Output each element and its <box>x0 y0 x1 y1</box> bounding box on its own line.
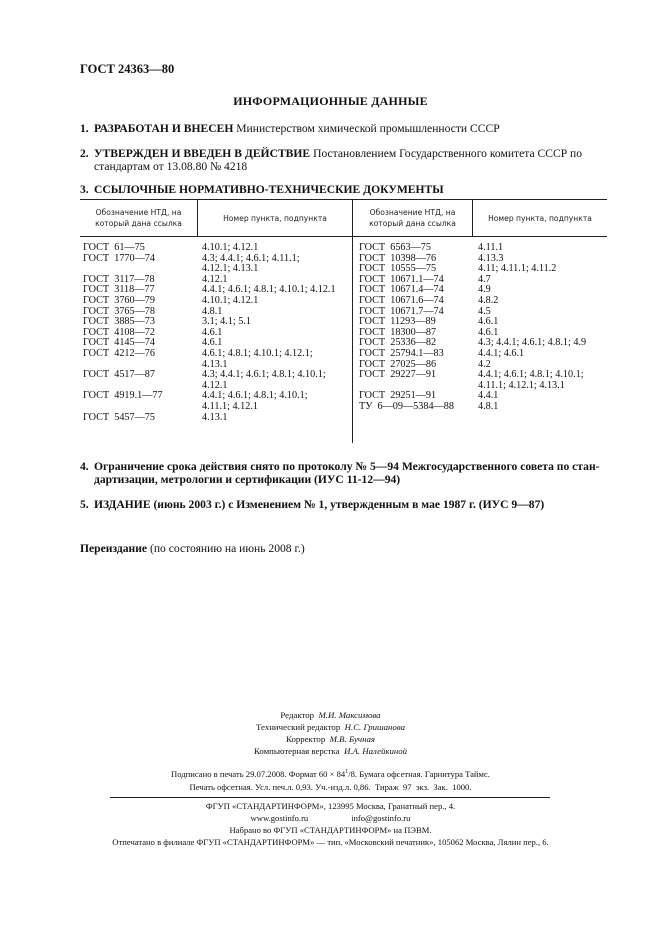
table-cell-item: 4.6.1 <box>202 337 223 349</box>
table-cell-doc: ГОСТ 10671.7—74 <box>359 305 444 317</box>
table-cell-item: 4.13.1 <box>202 411 228 423</box>
section-text-continued: стандартам от 13.08.80 № 4218 <box>94 160 248 173</box>
credit-editor: Редактор М.И. Максимова <box>280 710 381 720</box>
section-1 <box>80 122 625 135</box>
info-title: ИНФОРМАЦИОННЫЕ ДАННЫЕ <box>233 94 428 108</box>
table-cell-item: 4.7 <box>478 273 491 285</box>
table-cell-doc: ГОСТ 27025—86 <box>359 358 437 370</box>
table-cell-item: 4.3; 4.4.1; 4.6.1; 4.8.1; 4.10.1; <box>202 369 326 381</box>
imprint-contacts <box>0 813 661 823</box>
reference-table <box>80 199 607 443</box>
section-5 <box>80 498 625 511</box>
table-cell-doc: ТУ 6—09—5384—88 <box>359 401 454 412</box>
table-cell-doc: ГОСТ 25794.1—83 <box>359 348 444 359</box>
table-cell-item: 4.4.1; 4.6.1; 4.8.1; 4.10.1; <box>478 369 584 381</box>
table-cell-doc: ГОСТ 29227—91 <box>359 369 437 381</box>
header-item-left: Номер пункта, подпункта <box>223 214 327 223</box>
table-cell-doc: ГОСТ 4145—74 <box>83 337 155 349</box>
table-cell-item: 4.13.3 <box>478 252 504 264</box>
table-cell-item: 4.8.2 <box>478 295 499 306</box>
reissue-text: (по состоянию на июнь 2008 г.) <box>149 542 305 555</box>
section-3 <box>80 183 625 196</box>
table-cell-doc: ГОСТ 3765—78 <box>83 305 155 317</box>
table-cell-doc: ГОСТ 29251—91 <box>359 390 437 402</box>
table-cell-item: 3.1; 4.1; 5.1 <box>202 316 251 328</box>
table-cell-item: 4.4.1; 4.6.1; 4.8.1; 4.10.1; 4.12.1 <box>202 284 336 296</box>
table-header-rule <box>80 236 607 237</box>
table-cell-doc: ГОСТ 4919.1—77 <box>83 390 163 402</box>
table-cell-doc: ГОСТ 18300—87 <box>359 326 437 338</box>
section-text: Постановлением Государственного комитета СССР по <box>313 147 583 160</box>
table-cell-item: 4.10.1; 4.12.1 <box>202 295 259 306</box>
section-number: 2. <box>80 147 89 160</box>
section-text: ИЗДАНИЕ (июнь 2003 г.) с Изменением № 1, утвержденным в мае 1987 г. (ИУС 9—87) <box>94 498 545 511</box>
table-cell-item: 4.11.1; 4.12.1; 4.13.1 <box>478 379 565 391</box>
reissue-label: Переиздание <box>80 542 148 555</box>
section-number: 3. <box>80 183 89 196</box>
table-cell-doc: ГОСТ 4517—87 <box>83 369 155 381</box>
table-cell-item: 4.6.1; 4.8.1; 4.10.1; 4.12.1; <box>202 348 313 359</box>
table-cell-item: 4.12.1 <box>202 379 228 391</box>
table-cell-item: 4.2 <box>478 358 491 370</box>
website-link[interactable]: www.gostinfo.ru <box>250 813 309 823</box>
section-number: 5. <box>80 498 89 511</box>
table-cell-item: 4.8.1 <box>202 305 223 317</box>
imprint-publisher: ФГУП «СТАНДАРТИНФОРМ», 123995 Москва, Гранатный пер., 4. <box>205 801 456 811</box>
table-cell-item: 4.12.1; 4.13.1 <box>202 263 259 275</box>
header-item-right: Номер пункта, подпункта <box>488 214 592 223</box>
table-cell-item: 4.13.1 <box>202 358 228 370</box>
section-heading: ССЫЛОЧНЫЕ НОРМАТИВНО-ТЕХНИЧЕСКИЕ ДОКУМЕНТЫ <box>94 183 444 196</box>
reissue-note <box>80 542 305 555</box>
section-number: 4. <box>80 460 89 473</box>
table-cell-doc: ГОСТ 3885—73 <box>83 316 155 328</box>
table-cell-item: 4.12.1 <box>202 273 228 285</box>
table-cell-item: 4.6.1 <box>202 326 223 338</box>
table-cell-doc: ГОСТ 61—75 <box>83 242 145 253</box>
table-cell-doc: ГОСТ 1770—74 <box>83 252 155 264</box>
print-info-line1: Подписано в печать 29.07.2008. Формат $60 \times 84^1/8$. Бумага офсетная. Гарнитура Таймс. <box>171 769 490 779</box>
section-text: Ограничение срока действия снято по протоколу № 5—94 Межгосударственного совета по стан- <box>94 460 600 473</box>
header-doc-right: Обозначение НТД, на который дана ссылка <box>369 208 456 228</box>
section-4 <box>80 460 625 486</box>
table-cell-doc: ГОСТ 11293—89 <box>359 316 436 328</box>
document-code: ГОСТ 24363—80 <box>80 62 175 76</box>
section-heading: УТВЕРЖДЕН И ВВЕДЕН В ДЕЙСТВИЕ <box>94 147 311 160</box>
table-cell-item: 4.11.1 <box>478 242 504 253</box>
section-text: Министерством химической промышленности СССР <box>236 122 500 135</box>
table-cell-doc: ГОСТ 25336—82 <box>359 337 437 349</box>
table-cell-item: 4.6.1 <box>478 326 499 338</box>
table-cell-doc: ГОСТ 6563—75 <box>359 242 431 253</box>
table-cell-doc: ГОСТ 3117—78 <box>83 273 155 285</box>
table-cell-item: 4.3; 4.4.1; 4.6.1; 4.8.1; 4.9 <box>478 337 587 349</box>
section-text-continued: дартизации, метрологии и сертификации (ИУС 11-12—94) <box>94 473 401 486</box>
section-heading: РАЗРАБОТАН И ВНЕСЕН <box>94 122 234 135</box>
table-cell-doc: ГОСТ 10398—76 <box>359 252 437 264</box>
credit-layout: Компьютерная верстка И.А. Налейкиной <box>253 746 408 756</box>
table-cell-item: 4.3; 4.4.1; 4.6.1; 4.11.1; <box>202 252 300 264</box>
table-cell-doc: ГОСТ 10671.6—74 <box>359 295 444 306</box>
table-cell-item: 4.4.1; 4.6.1; 4.8.1; 4.10.1; <box>202 390 308 402</box>
table-cell-doc: ГОСТ 10555—75 <box>359 263 437 275</box>
email-link[interactable]: info@gostinfo.ru <box>351 813 411 823</box>
imprint-printed: Отпечатано в филиале ФГУП «СТАНДАРТИНФОРМ» — тип. «Московский печатник», 105062 Москва, Лялин пер., 6. <box>112 837 549 847</box>
table-cell-item: 4.4.1; 4.6.1 <box>478 348 525 359</box>
table-cell-item: 4.8.1 <box>478 401 499 412</box>
table-cell-doc: ГОСТ 4212—76 <box>83 348 155 359</box>
table-cell-item: 4.10.1; 4.12.1 <box>202 242 259 253</box>
table-cell-item: 4.6.1 <box>478 316 499 328</box>
credit-corrector: Корректор М.В. Бучная <box>286 734 375 744</box>
imprint-typeset: Набрано во ФГУП «СТАНДАРТИНФОРМ» на ПЭВМ. <box>229 825 432 835</box>
table-cell-doc: ГОСТ 10671.1—74 <box>359 273 444 285</box>
table-cell-item: 4.4.1 <box>478 390 499 402</box>
table-cell-doc: ГОСТ 5457—75 <box>83 411 155 423</box>
table-cell-item: 4.11.1; 4.12.1 <box>202 401 258 412</box>
imprint-rule <box>110 797 550 798</box>
table-cell-item: 4.9 <box>478 284 491 296</box>
table-center-divider <box>352 199 353 443</box>
table-cell-doc: ГОСТ 3760—79 <box>83 295 155 306</box>
table-cell-item: 4.5 <box>478 305 491 317</box>
header-doc-left: Обозначение НТД, на который дана ссылка <box>95 208 182 228</box>
table-top-rule <box>80 199 607 200</box>
credit-tech-editor: Технический редактор Н.С. Гришанова <box>256 722 405 732</box>
print-info-line2: Печать офсетная. Усл. печ.л. 0,93. Уч.-изд.л. 0,86. Тираж 97 экз. Зак. 1000. <box>189 782 472 792</box>
table-cell-doc: ГОСТ 10671.4—74 <box>359 284 444 296</box>
section-2 <box>80 147 625 173</box>
table-cell-item: 4.11; 4.11.1; 4.11.2 <box>478 263 557 275</box>
table-cell-doc: ГОСТ 4108—72 <box>83 326 155 338</box>
section-number: 1. <box>80 122 89 135</box>
table-cell-doc: ГОСТ 3118—77 <box>83 284 155 296</box>
